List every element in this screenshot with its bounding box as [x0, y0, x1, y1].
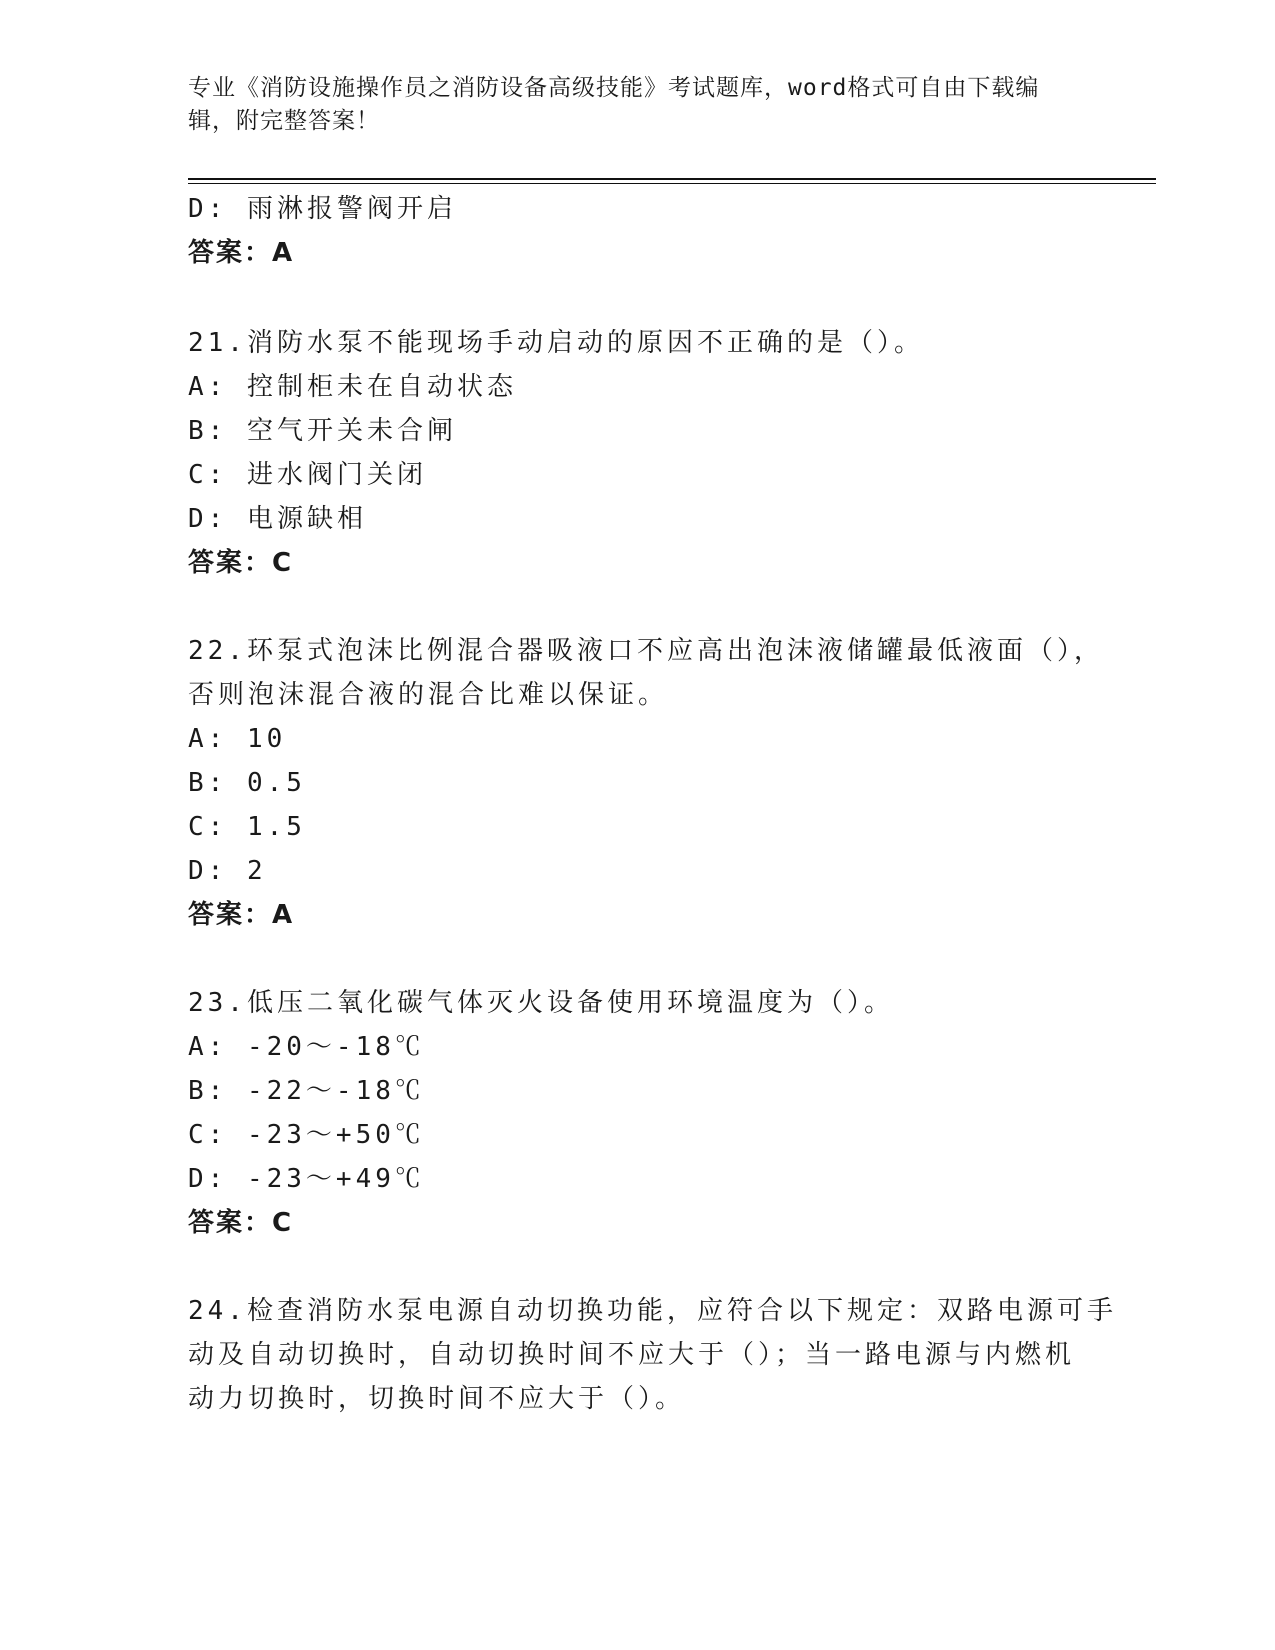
q22-option-d: D: 2: [188, 856, 267, 886]
q24-question-line3: 动力切换时，切换时间不应大于（）。: [188, 1384, 686, 1414]
q24-question-line1: 24.检查消防水泵电源自动切换功能，应符合以下规定：双路电源可手: [188, 1296, 1117, 1326]
q22-answer: 答案：A: [188, 900, 295, 930]
q22-question-line1: 22.环泵式泡沫比例混合器吸液口不应高出泡沫液储罐最低液面（），: [188, 636, 1104, 666]
header-divider-thin: [188, 183, 1156, 184]
q24-question-line2: 动及自动切换时，自动切换时间不应大于（）；当一路电源与内燃机: [188, 1340, 1076, 1370]
q21-option-a: A: 控制柜未在自动状态: [188, 372, 517, 402]
q21-answer: 答案：C: [188, 548, 294, 578]
header-divider-thick: [188, 178, 1156, 180]
prev-option-d: D: 雨淋报警阀开启: [188, 194, 457, 224]
q23-option-d: D: -23～+49℃: [188, 1164, 425, 1194]
q21-option-b: B: 空气开关未合闸: [188, 416, 457, 446]
q21-option-d: D: 电源缺相: [188, 504, 367, 534]
q22-option-c: C: 1.5: [188, 812, 306, 842]
q23-question: 23.低压二氧化碳气体灭火设备使用环境温度为（）。: [188, 988, 894, 1018]
q23-answer: 答案：C: [188, 1208, 294, 1238]
q21-option-c: C: 进水阀门关闭: [188, 460, 427, 490]
q23-option-a: A: -20～-18℃: [188, 1032, 425, 1062]
q22-option-a: A: 10: [188, 724, 287, 754]
q21-question: 21.消防水泵不能现场手动启动的原因不正确的是（）。: [188, 328, 924, 358]
q23-option-c: C: -23～+50℃: [188, 1120, 425, 1150]
prev-answer: 答案：A: [188, 238, 295, 268]
q22-option-b: B: 0.5: [188, 768, 306, 798]
q23-option-b: B: -22～-18℃: [188, 1076, 425, 1106]
page-header: 专业《消防设施操作员之消防设备高级技能》考试题库，word格式可自由下载编辑，附完整答案！: [188, 75, 1040, 134]
q22-question-line2: 否则泡沫混合液的混合比难以保证。: [188, 680, 669, 710]
